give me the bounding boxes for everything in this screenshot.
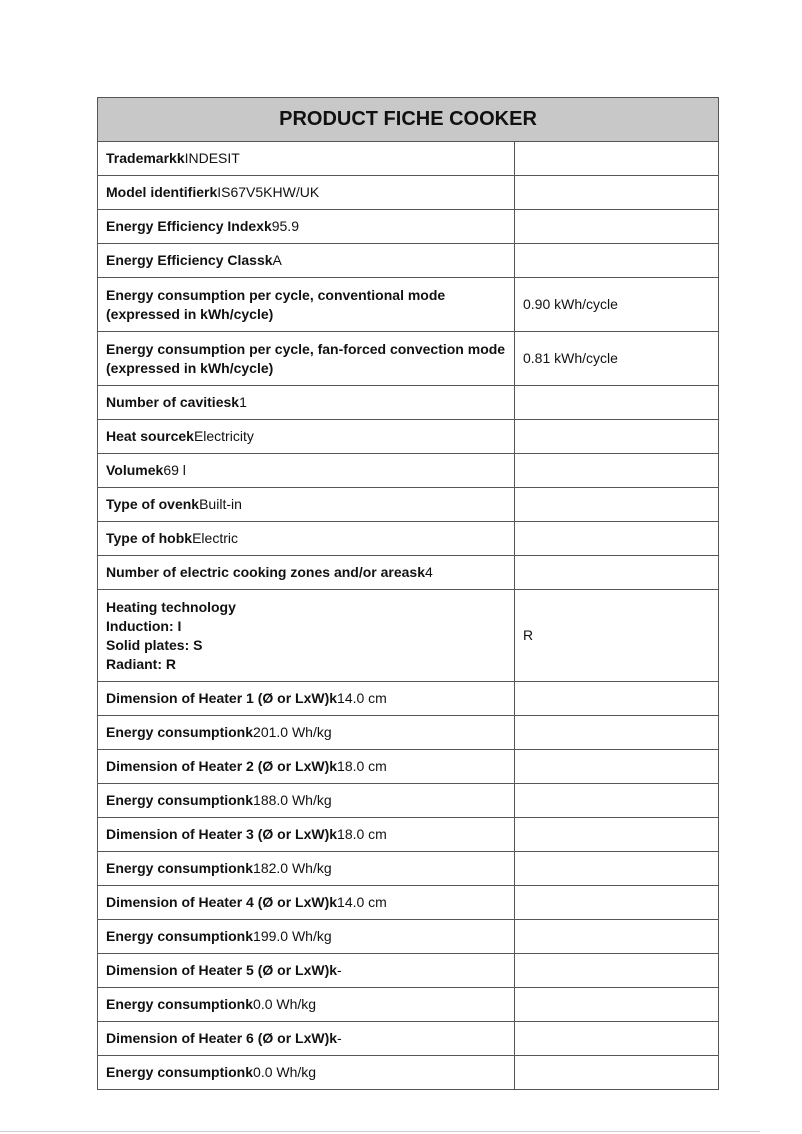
field-label: Number of electric cooking zones and/or areask: [106, 564, 425, 580]
heating-option-solid-plates: Solid plates: S: [106, 636, 203, 653]
value-cell: [515, 716, 719, 750]
field-value: 4: [425, 564, 433, 580]
value-cell: [515, 886, 719, 920]
field-label: Trademarkk: [106, 150, 185, 166]
field-label: Energy consumptionk: [106, 928, 254, 944]
value-cell: [515, 750, 719, 784]
table-row: [98, 818, 719, 852]
field-label: Dimension of Heater 5 (Ø or LxW)k: [106, 962, 338, 978]
field-label: Dimension of Heater 3 (Ø or LxW)k: [106, 826, 338, 842]
heating-technology-label: Heating technology: [106, 598, 236, 615]
table-row: [98, 386, 719, 420]
value-cell: [515, 988, 719, 1022]
table-row: [98, 454, 719, 488]
table-row: [98, 920, 719, 954]
label-cell: [98, 386, 515, 420]
label-cell: [98, 1056, 515, 1090]
field-value: -: [337, 962, 342, 978]
field-label: Dimension of Heater 2 (Ø or LxW)k: [106, 758, 338, 774]
label-cell: [98, 886, 515, 920]
value-cell: [515, 556, 719, 590]
field-value: 14.0 cm: [337, 690, 387, 706]
value-cell: [515, 244, 719, 278]
value-cell: R: [515, 590, 719, 682]
label-cell: [98, 210, 515, 244]
label-cell: [98, 522, 515, 556]
field-value: 182.0 Wh/kg: [253, 860, 332, 876]
table-row: [98, 210, 719, 244]
field-label: Energy consumptionk: [106, 860, 254, 876]
field-label: Heat sourcek: [106, 428, 194, 444]
heating-option-radiant: Radiant: R: [106, 655, 176, 672]
value-cell: [515, 784, 719, 818]
field-value: 95.9: [271, 218, 299, 234]
table-row: [98, 750, 719, 784]
field-label: Number of cavitiesk: [106, 394, 240, 410]
value-cell: 0.90 kWh/cycle: [515, 278, 719, 332]
label-cell: [98, 818, 515, 852]
table-row: [98, 522, 719, 556]
field-value: IS67V5KHW/UK: [217, 184, 320, 200]
heating-option-induction: Induction: I: [106, 617, 182, 634]
field-value: Electricity: [193, 428, 254, 444]
value-cell: [515, 954, 719, 988]
field-label: Dimension of Heater 1 (Ø or LxW)k: [106, 690, 338, 706]
field-label: Energy consumption per cycle, conventional mode (expressed in kWh/cycle): [106, 286, 446, 322]
value-cell: [515, 210, 719, 244]
label-cell: [98, 852, 515, 886]
value-cell: [515, 522, 719, 556]
table-row: [98, 332, 719, 386]
label-cell: [98, 454, 515, 488]
value-cell: [515, 852, 719, 886]
label-cell: [98, 1022, 515, 1056]
field-value: 18.0 cm: [337, 758, 387, 774]
table-row: [98, 556, 719, 590]
fiche-title: PRODUCT FICHE COOKER: [98, 98, 719, 142]
table-row: [98, 488, 719, 522]
field-value: INDESIT: [184, 150, 240, 166]
value-cell: [515, 386, 719, 420]
value-cell: [515, 454, 719, 488]
field-label: Energy consumptionk: [106, 724, 254, 740]
label-cell: [98, 244, 515, 278]
field-value: 18.0 cm: [337, 826, 387, 842]
label-cell: [98, 420, 515, 454]
field-value: 0.0 Wh/kg: [253, 996, 317, 1012]
product-fiche-table: [97, 97, 719, 1090]
field-label: Energy consumptionk: [106, 1064, 254, 1080]
field-label: Energy consumption per cycle, fan-forced convection mode (expressed in kWh/cycle): [106, 340, 506, 376]
field-value: 0.0 Wh/kg: [253, 1064, 317, 1080]
label-cell: [98, 332, 515, 386]
field-value: Built-in: [199, 496, 242, 512]
label-cell: [98, 954, 515, 988]
value-cell: [515, 818, 719, 852]
field-value: 69 l: [163, 462, 186, 478]
field-label: Energy Efficiency Classk: [106, 252, 273, 268]
table-row: [98, 852, 719, 886]
label-cell: [98, 556, 515, 590]
value-cell: [515, 682, 719, 716]
label-cell: [98, 590, 515, 682]
value-cell: [515, 176, 719, 210]
table-row: [98, 420, 719, 454]
table-row: [98, 988, 719, 1022]
field-value: 199.0 Wh/kg: [253, 928, 332, 944]
label-cell: [98, 142, 515, 176]
label-cell: [98, 988, 515, 1022]
value-cell: [515, 488, 719, 522]
field-value: 188.0 Wh/kg: [253, 792, 332, 808]
field-value: A: [272, 252, 282, 268]
page-bottom-divider: [0, 1131, 760, 1132]
label-cell: [98, 784, 515, 818]
table-row: [98, 244, 719, 278]
field-label: Energy Efficiency Indexk: [106, 218, 272, 234]
table-row: [98, 1022, 719, 1056]
value-cell: [515, 142, 719, 176]
field-label: Volumek: [106, 462, 164, 478]
field-value: 201.0 Wh/kg: [253, 724, 332, 740]
label-cell: [98, 920, 515, 954]
label-cell: [98, 488, 515, 522]
table-row: [98, 716, 719, 750]
label-cell: [98, 682, 515, 716]
label-cell: [98, 278, 515, 332]
label-cell: [98, 716, 515, 750]
value-cell: [515, 1056, 719, 1090]
table-row: [98, 682, 719, 716]
heating-technology-row: [98, 590, 719, 682]
label-cell: [98, 750, 515, 784]
table-row: [98, 142, 719, 176]
table-row: [98, 954, 719, 988]
table-row: [98, 278, 719, 332]
field-label: Model identifierk: [106, 184, 218, 200]
field-label: Dimension of Heater 4 (Ø or LxW)k: [106, 894, 338, 910]
table-row: [98, 886, 719, 920]
field-label: Dimension of Heater 6 (Ø or LxW)k: [106, 1030, 338, 1046]
field-label: Type of hobk: [106, 530, 193, 546]
label-cell: [98, 176, 515, 210]
value-cell: [515, 920, 719, 954]
table-row: [98, 1056, 719, 1090]
field-label: Energy consumptionk: [106, 996, 254, 1012]
title-row: [98, 98, 719, 142]
field-label: Energy consumptionk: [106, 792, 254, 808]
field-value: 1: [239, 394, 247, 410]
value-cell: [515, 420, 719, 454]
value-cell: 0.81 kWh/cycle: [515, 332, 719, 386]
field-value: -: [337, 1030, 342, 1046]
table-row: [98, 176, 719, 210]
value-cell: [515, 1022, 719, 1056]
field-value: Electric: [192, 530, 238, 546]
field-label: Type of ovenk: [106, 496, 200, 512]
field-value: 14.0 cm: [337, 894, 387, 910]
table-row: [98, 784, 719, 818]
